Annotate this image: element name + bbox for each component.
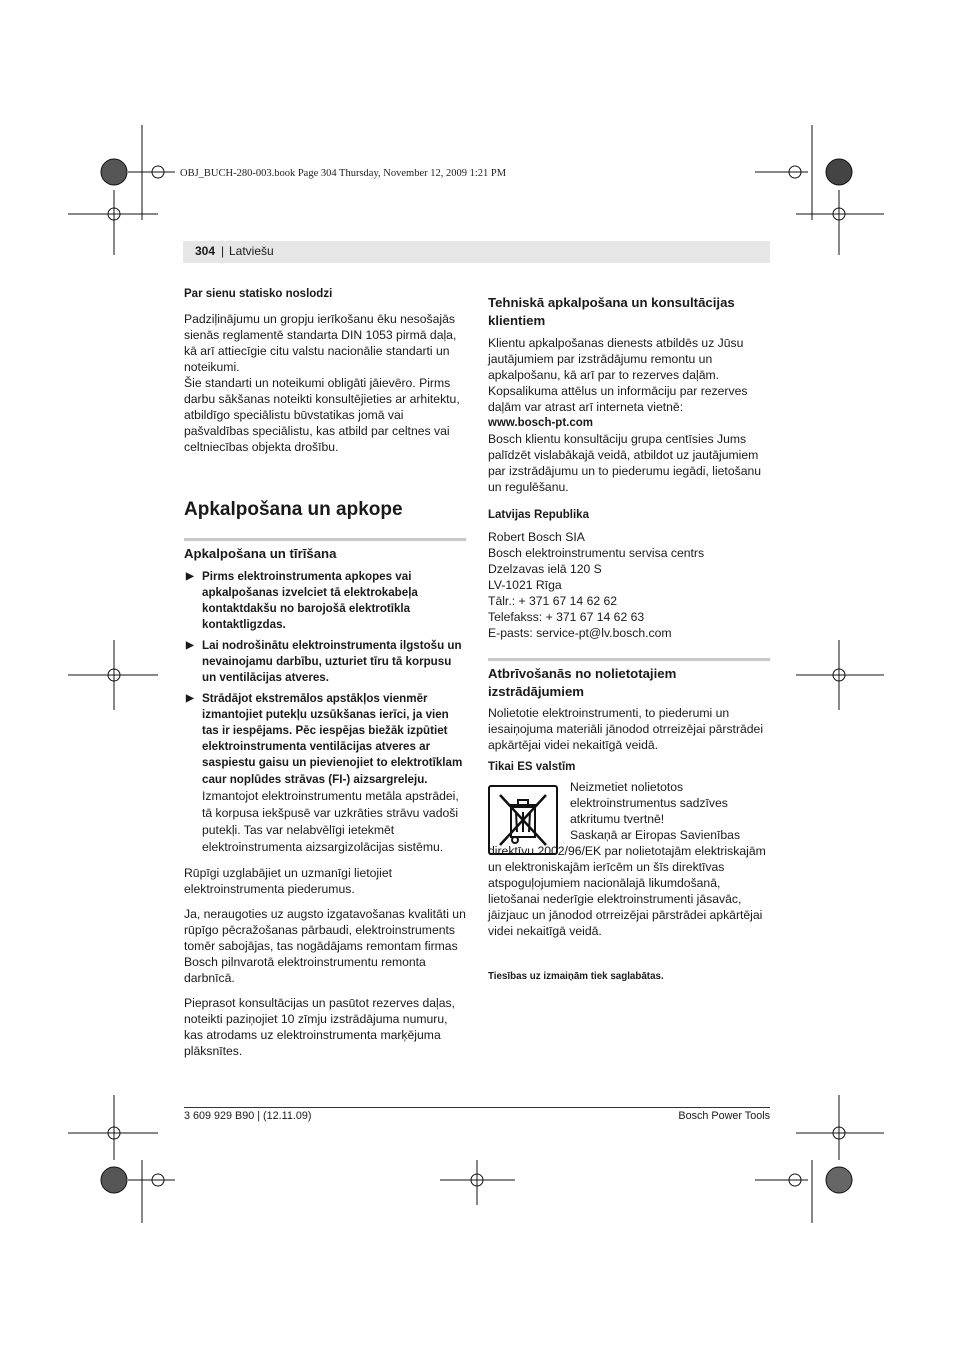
arrow-icon: ▶: [186, 693, 194, 704]
header-language: Latviešu: [229, 244, 274, 258]
footer-brand: Bosch Power Tools: [678, 1110, 770, 1122]
paragraph-store: Rūpīgi uzglabājiet un uzmanīgi lietojiet elektroinstrumenta piederumus.: [184, 866, 392, 896]
address-line: Telefakss: + 371 67 14 62 63: [488, 610, 645, 624]
footer-doc-number: 3 609 929 B90 | (12.11.09): [184, 1110, 312, 1122]
paragraph-repair: Ja, neraugoties uz augsto izgatavošanas kvalitāti un rūpīgo pēcražošanas pārbaudi, elektroinstruments tomēr sabojājas, tas nogādājams remontam firmas Bosch pilnvarotā elektroinstrumentu remonta darbnīcā.: [184, 907, 466, 985]
address-line: Dzelzavas ielā 120 S: [488, 562, 602, 576]
section-rule: [488, 658, 770, 661]
heading-static-load: Par sienu statisko noslodzi: [184, 288, 333, 300]
arrow-icon: ▶: [186, 640, 194, 651]
heading-service: Tehniskā apkalpošana un konsultācijas klientiem: [488, 295, 735, 328]
address-line: Bosch elektroinstrumentu servisa centrs: [488, 546, 705, 560]
rights-note: Tiesības uz izmaiņām tiek saglabātas.: [488, 971, 664, 982]
bullet-item-1: ▶ Pirms elektroinstrumenta apkopes vai apkalpošanas izvelciet tā elektrokabeļa kontaktdakšu no barojošā elektrotīkla kontaktligzdas.: [186, 570, 418, 631]
heading-cleaning: Apkalpošana un tīrīšana: [184, 546, 337, 561]
address-line: LV-1021 Rīga: [488, 578, 562, 592]
footer-rule: [184, 1107, 770, 1108]
bullet-item-2: ▶ Lai nodrošinātu elektroinstrumenta ilgstošu un nevainojamu darbību, uzturiet tīru tā korpusu un ventilācijas atveres.: [186, 639, 462, 684]
header-separator: |: [221, 244, 225, 258]
right-column: [488, 294, 770, 985]
weee-crossed-bin-icon: [488, 785, 558, 855]
paragraph-static-2: Šie standarti un noteikumi obligāti jāievēro. Pirms darbu sākšanas noteikti konsultējieties ar arhitektu, atbildīgo speciālistu būvstatikas jomā vai pašvaldības speciālistu, kas atbild par celtnes vai celtniecības objekta drošību.: [184, 376, 460, 454]
website-link[interactable]: www.bosch-pt.com: [488, 417, 593, 429]
section-rule: [184, 538, 466, 541]
paragraph-service: Klientu apkalpošanas dienests atbildēs uz Jūsu jautājumiem par izstrādājumu remontu un apkalpošanu, kā arī par to rezerves daļām. Kopsalikuma attēlus un informāciju par rezerves daļām var atrast arī interneta vietnē:: [488, 336, 748, 414]
email-line[interactable]: E-pasts: service-pt@lv.bosch.com: [488, 626, 672, 640]
heading-eu: Tikai ES valstīm: [488, 761, 576, 773]
eu-disposal-block: [488, 779, 770, 939]
paragraph-order: Pieprasot konsultācijas un pasūtot rezerves daļas, noteikti paziņojiet 10 zīmju izstrādājuma numuru, kas atrodams uz elektroinstrumenta marķējuma plāksnītes.: [184, 996, 455, 1058]
address-block: [488, 529, 770, 641]
address-line: Robert Bosch SIA: [488, 530, 585, 544]
section-title: Apkalpošana un apkope: [184, 499, 403, 520]
arrow-icon: ▶: [186, 571, 194, 582]
page-number: 304: [195, 244, 216, 258]
paragraph-eu-2: Saskaņā ar Eiropas Savienības direktīvu 2002/96/EK par nolietotajām elektriskajām un elektroniskajām ierīcēm un šīs direktīvas atspoguļojumiem nacionālajā likumdošanā, lietošanai nederīgie elektroinstrumenti jāsavāc, jāizjauc un jānodod otrreizējai pārstrādei apkārtējai videi nekaitīgā veidā.: [488, 828, 766, 938]
heading-disposal: Atbrīvošanās no nolietotajiem izstrādājumiem: [488, 666, 677, 699]
heading-country: Latvijas Republika: [488, 509, 589, 521]
paragraph-consult: Bosch klientu konsultāciju grupa centīsies Jums palīdzēt vislabākajā veidā, atbildot uz jautājumiem par izstrādājumu un to piederumu iegādi, lietošanu un regulēšanu.: [488, 432, 762, 494]
paragraph-eu-1: Neizmetiet nolietotos elektroinstrumentus sadzīves atkritumu tvertnē!: [570, 780, 728, 826]
paragraph-static-1: Padziļinājumu un gropju ierīkošanu ēku nesošajās sienās reglamentē standarta DIN 1053 pirmā daļa, kā arī attiecīgie citu valstu nacionālie standarti un noteikumi.: [184, 312, 457, 374]
address-line: Tālr.: + 371 67 14 62 62: [488, 594, 618, 608]
page-header-bar: [183, 241, 770, 263]
paragraph-disposal: Nolietotie elektroinstrumenti, to piederumi un iesaiņojuma materiāli jānodod otrreizējai pārstrādei apkārtējai videi nekaitīgā veidā.: [488, 706, 764, 752]
print-header: OBJ_BUCH-280-003.book Page 304 Thursday, November 12, 2009 1:21 PM: [180, 168, 507, 179]
bullet-item-3: ▶ Strādājot ekstremālos apstākļos vienmēr izmantojiet putekļu uzsūkšanas ierīci, ja vien tas ir iespējams. Pēc iespējas biežāk izpūtiet elektroinstrumenta ventilācijas atveres ar saspiestu gaisu un pievienojiet to elektrotīklam caur noplūdes strāvas (FI-) aizsargreleju. Izmantojot elektroinstrumentu metāla apstrādei, tā korpusa iekšpusē var uzkrāties strāvu vadoši putekļi. Tas var nelabvēlīgi ietekmēt elektroinstrumenta aizsargizolācijas sistēmu.: [186, 692, 463, 854]
left-column: [184, 286, 466, 1059]
